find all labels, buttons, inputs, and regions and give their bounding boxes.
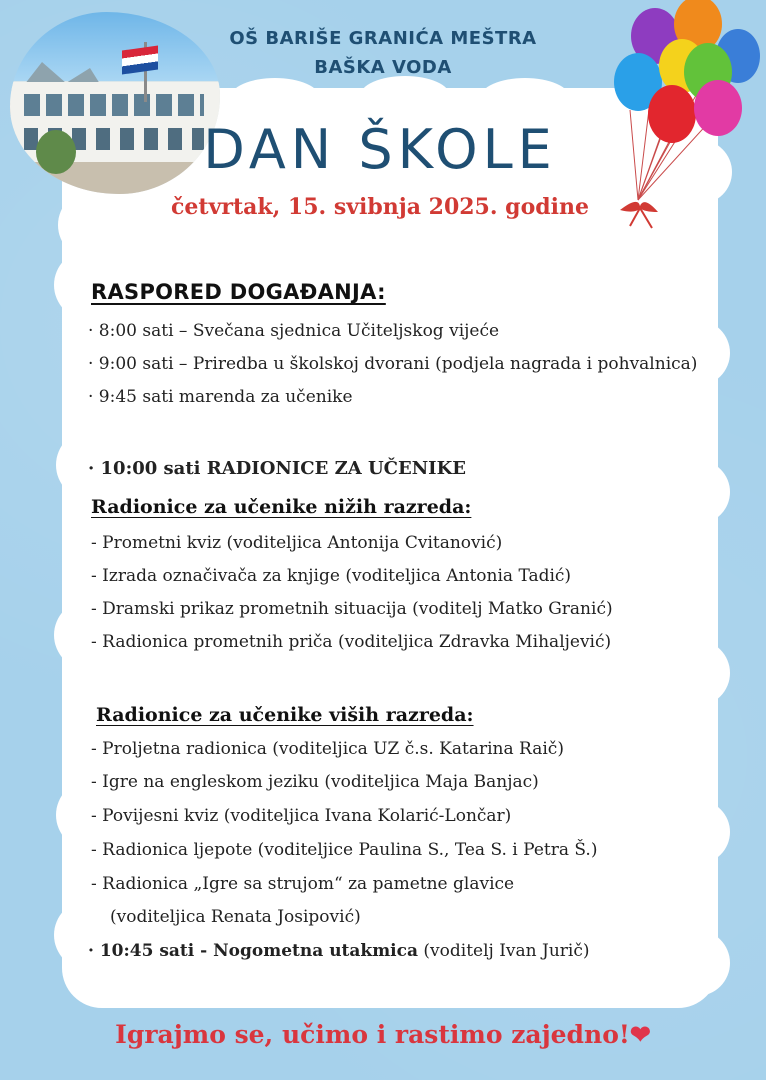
page-title: DAN ŠKOLE: [203, 118, 557, 181]
event-date: četvrtak, 15. svibnja 2025. godine: [171, 194, 589, 220]
schedule-item: · 8:00 sati – Svečana sjednica Učiteljskog vijeće: [88, 321, 500, 341]
school-name-line1: OŠ BARIŠE GRANIĆA MEŠTRA: [229, 28, 537, 49]
upper-grades-heading: Radionice za učenike viših razreda:: [96, 704, 474, 726]
schedule-heading: RASPORED DOGAĐANJA:: [91, 280, 386, 304]
upper-grades-item: - Povijesni kviz (voditeljica Ivana Kolarić-Lončar): [91, 806, 512, 826]
schedule-item: · 9:00 sati – Priredba u školskoj dvorani (podjela nagrada i pohvalnica): [88, 354, 698, 374]
schedule-item: · 9:45 sati marenda za učenike: [88, 387, 353, 407]
footer-slogan: Igrajmo se, učimo i rastimo zajedno!: [115, 1020, 630, 1049]
workshops-time-line: · 10:00 sati RADIONICE ZA UČENIKE: [88, 458, 466, 479]
lower-grades-heading: Radionice za učenike nižih razreda:: [91, 496, 472, 518]
upper-grades-item: - Radionica ljepote (voditeljice Paulina S., Tea S. i Petra Š.): [91, 840, 598, 860]
football-leader: (voditelj Ivan Jurič): [418, 941, 590, 961]
lower-grades-item: - Radionica prometnih priča (voditeljica Zdravka Mihaljević): [91, 632, 612, 652]
footer-slogan-row: [60, 1020, 706, 1049]
school-name-line2: BAŠKA VODA: [314, 57, 452, 78]
heart-icon: ❤: [629, 1020, 651, 1049]
lower-grades-item: - Prometni kviz (voditeljica Antonija Cvitanović): [91, 533, 503, 553]
football-time: · 10:45 sati - Nogometna utakmica: [88, 941, 419, 961]
upper-grades-item: - Proljetna radionica (voditeljica UZ č.s. Katarina Raič): [91, 739, 564, 759]
upper-grades-item-continuation: (voditeljica Renata Josipović): [110, 907, 361, 927]
football-line: [88, 941, 590, 961]
upper-grades-item: - Radionica „Igre sa strujom“ za pametne glavice: [91, 874, 515, 894]
lower-grades-item: - Dramski prikaz prometnih situacija (voditelj Matko Granić): [91, 599, 613, 619]
upper-grades-item: - Igre na engleskom jeziku (voditeljica Maja Banjac): [91, 772, 539, 792]
lower-grades-item: - Izrada označivača za knjige (voditeljica Antonia Tadić): [91, 566, 572, 586]
